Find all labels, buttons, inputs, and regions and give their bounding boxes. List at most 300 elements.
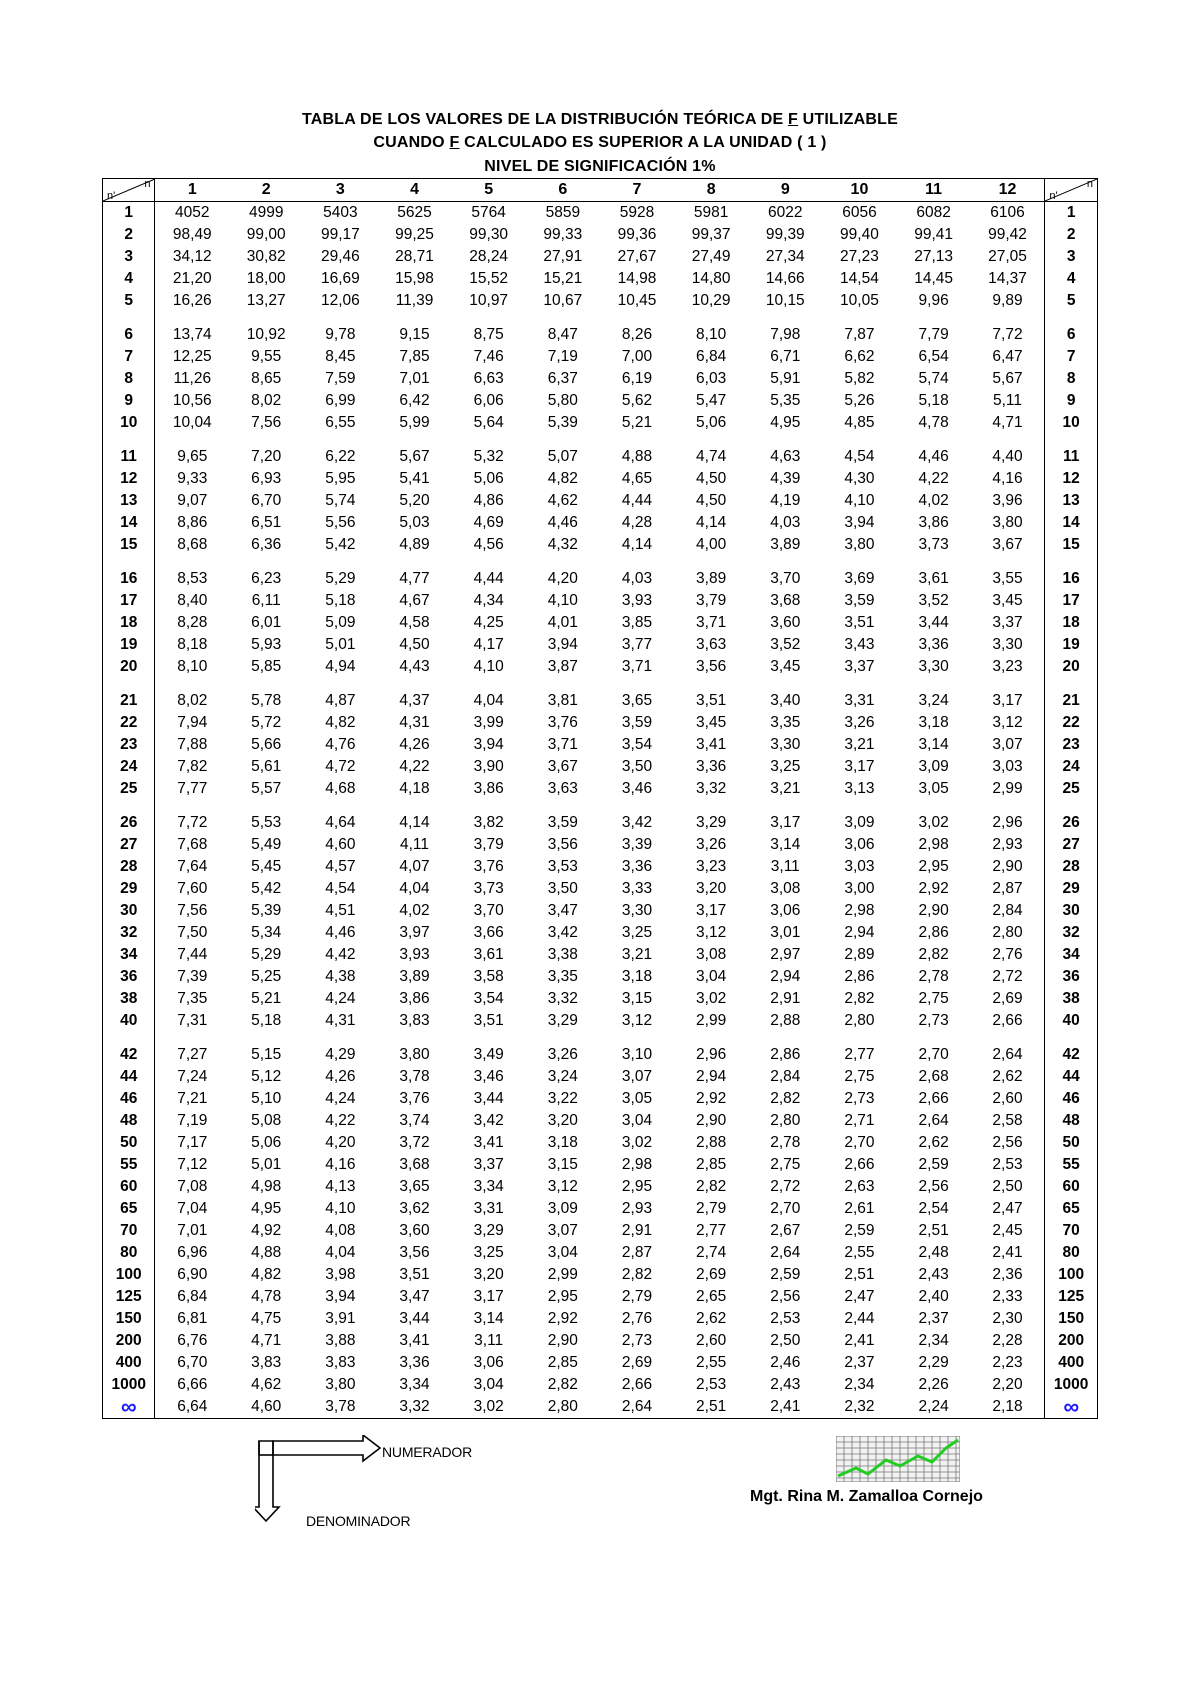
left-row-label: 30 — [103, 900, 155, 922]
table-row — [103, 1286, 1098, 1308]
left-row-label: 4 — [103, 268, 155, 290]
right-row-label: 15 — [1045, 534, 1098, 556]
left-row-label: 21 — [103, 678, 155, 712]
table-cell: 3,42 — [473, 1112, 504, 1129]
table-cell: 6,84 — [177, 1288, 208, 1305]
table-cell: 27,67 — [617, 248, 657, 265]
table-cell: 2,59 — [770, 1266, 801, 1283]
left-row-label: 32 — [103, 922, 155, 944]
table-row — [103, 1032, 1098, 1066]
table-cell: 4,17 — [473, 636, 504, 653]
left-row-label: 10 — [103, 412, 155, 434]
table-cell: 10,05 — [840, 292, 879, 309]
table-cell: 6,37 — [547, 370, 578, 387]
right-row-label: 38 — [1045, 988, 1098, 1010]
table-cell: 8,47 — [547, 326, 578, 343]
right-row-label: 17 — [1045, 590, 1098, 612]
table-cell: 2,78 — [770, 1134, 801, 1151]
table-cell: 2,82 — [844, 990, 875, 1007]
table-cell: 2,90 — [918, 902, 949, 919]
table-cell: 3,51 — [844, 614, 875, 631]
right-row-label: 32 — [1045, 922, 1098, 944]
right-row-label: 40 — [1045, 1010, 1098, 1032]
table-cell: 4,94 — [325, 658, 356, 675]
table-cell: 4,31 — [399, 714, 430, 731]
table-cell: 4,87 — [325, 692, 356, 709]
table-cell: 7,44 — [177, 946, 208, 963]
table-cell: 2,51 — [918, 1222, 949, 1239]
right-row-label: 46 — [1045, 1088, 1098, 1110]
table-cell: 3,30 — [621, 902, 653, 919]
column-header-4: 4 — [377, 179, 451, 202]
table-cell: 3,45 — [770, 658, 801, 675]
left-row-label: 27 — [103, 834, 155, 856]
table-row — [103, 656, 1098, 678]
table-cell: 3,49 — [473, 1046, 504, 1063]
table-cell: 3,78 — [399, 1068, 430, 1085]
table-cell: 7,00 — [621, 348, 653, 365]
table-cell: 5,72 — [251, 714, 282, 731]
table-row — [103, 368, 1098, 390]
table-cell: 4,71 — [992, 414, 1023, 431]
right-row-label: 23 — [1045, 734, 1098, 756]
table-cell: 3,65 — [621, 692, 653, 709]
table-cell: 5,67 — [992, 370, 1023, 387]
right-row-label: 8 — [1045, 368, 1098, 390]
table-cell: 27,91 — [543, 248, 583, 265]
right-row-label: 5 — [1045, 290, 1098, 312]
right-row-label: 400 — [1045, 1352, 1098, 1374]
left-row-label: 11 — [103, 434, 155, 468]
table-cell: 3,12 — [621, 1012, 653, 1029]
table-cell: 3,94 — [844, 514, 875, 531]
table-cell: 3,36 — [399, 1354, 430, 1371]
table-cell: 3,09 — [547, 1200, 578, 1217]
right-row-label: 16 — [1045, 556, 1098, 590]
table-cell: 4,13 — [325, 1178, 356, 1195]
table-cell: 3,12 — [547, 1178, 578, 1195]
table-row — [103, 1176, 1098, 1198]
table-cell: 4,00 — [696, 536, 727, 553]
table-cell: 2,46 — [770, 1354, 801, 1371]
table-cell: 3,17 — [696, 902, 727, 919]
table-cell: 5,18 — [918, 392, 949, 409]
table-cell: 3,60 — [770, 614, 801, 631]
table-cell: 3,58 — [473, 968, 504, 985]
left-row-label: 17 — [103, 590, 155, 612]
left-row-label: 15 — [103, 534, 155, 556]
table-cell: 3,43 — [844, 636, 875, 653]
table-cell: 8,86 — [177, 514, 208, 531]
table-cell: 4,56 — [473, 536, 504, 553]
table-cell: 6,70 — [177, 1354, 208, 1371]
left-row-label: 22 — [103, 712, 155, 734]
table-cell: 3,67 — [547, 758, 578, 775]
table-cell: 4,68 — [325, 780, 356, 797]
table-cell: 4,77 — [399, 570, 430, 587]
table-row — [103, 1308, 1098, 1330]
table-cell: 2,44 — [844, 1310, 875, 1327]
table-cell: 8,75 — [473, 326, 504, 343]
table-cell: 2,95 — [621, 1178, 653, 1195]
table-row — [103, 900, 1098, 922]
table-cell: 2,77 — [844, 1046, 875, 1063]
table-cell: 3,73 — [918, 536, 949, 553]
table-cell: 3,17 — [844, 758, 875, 775]
table-row — [103, 412, 1098, 434]
table-cell: 8,53 — [177, 570, 208, 587]
table-cell: 4,02 — [399, 902, 430, 919]
right-row-label: 18 — [1045, 612, 1098, 634]
table-cell: 5,41 — [399, 470, 430, 487]
column-header-10: 10 — [822, 179, 896, 202]
table-row — [103, 268, 1098, 290]
table-cell: 11,26 — [173, 370, 212, 387]
table-cell: 3,36 — [621, 858, 653, 875]
table-cell: 7,46 — [473, 348, 504, 365]
table-cell: 5859 — [545, 204, 581, 221]
table-cell: 3,30 — [770, 736, 801, 753]
table-cell: 4,26 — [399, 736, 430, 753]
table-cell: 14,66 — [765, 270, 805, 287]
title-f-letter: F — [788, 111, 799, 128]
table-cell: 3,51 — [696, 692, 727, 709]
table-cell: 29,46 — [320, 248, 360, 265]
table-cell: 2,91 — [621, 1222, 653, 1239]
table-cell: 3,88 — [325, 1332, 356, 1349]
right-row-label: 27 — [1045, 834, 1098, 856]
table-cell: 99,39 — [765, 226, 805, 243]
table-cell: 2,85 — [547, 1354, 578, 1371]
table-cell: 5,25 — [251, 968, 282, 985]
table-cell: 7,64 — [177, 858, 208, 875]
table-cell: 3,66 — [473, 924, 504, 941]
table-cell: 5,35 — [770, 392, 801, 409]
table-cell: 6,64 — [155, 1396, 229, 1419]
column-header-8: 8 — [674, 179, 748, 202]
table-cell: 3,05 — [918, 780, 949, 797]
table-cell: 5,67 — [399, 448, 430, 465]
right-row-label: 7 — [1045, 346, 1098, 368]
table-cell: 2,94 — [770, 968, 801, 985]
table-cell: 4,04 — [399, 880, 430, 897]
table-cell: 6,51 — [251, 514, 282, 531]
table-cell: 2,80 — [844, 1012, 875, 1029]
table-cell: 9,55 — [251, 348, 282, 365]
table-cell: 5764 — [471, 204, 506, 221]
table-cell: 4,54 — [325, 880, 356, 897]
table-cell: 3,94 — [547, 636, 578, 653]
table-cell: 6,90 — [177, 1266, 208, 1283]
table-cell: 5,93 — [251, 636, 282, 653]
table-cell: 13,74 — [172, 326, 212, 343]
table-cell: 4,60 — [325, 836, 356, 853]
table-cell: 3,76 — [473, 858, 504, 875]
table-cell: 6,42 — [399, 392, 430, 409]
right-row-label: 60 — [1045, 1176, 1098, 1198]
table-cell: 4052 — [175, 204, 210, 221]
table-row — [103, 944, 1098, 966]
table-cell: 3,87 — [547, 658, 578, 675]
table-row — [103, 1198, 1098, 1220]
table-cell: 2,75 — [770, 1156, 801, 1173]
table-cell: 2,48 — [918, 1244, 949, 1261]
table-cell: 14,45 — [914, 270, 953, 287]
table-cell: 3,14 — [473, 1310, 504, 1327]
table-cell: 6,99 — [325, 392, 356, 409]
table-cell: 3,24 — [918, 692, 949, 709]
left-row-label: 29 — [103, 878, 155, 900]
table-cell: 3,45 — [696, 714, 727, 731]
table-cell: 3,29 — [547, 1012, 578, 1029]
table-cell: 2,88 — [696, 1134, 727, 1151]
table-cell: 4,07 — [399, 858, 430, 875]
table-cell: 4,44 — [473, 570, 504, 587]
left-row-label: 26 — [103, 800, 155, 834]
table-cell: 5981 — [693, 204, 729, 221]
table-cell: 2,82 — [918, 946, 949, 963]
table-cell: 5,21 — [621, 414, 653, 431]
table-cell: 2,90 — [547, 1332, 578, 1349]
table-cell: 15,21 — [543, 270, 583, 287]
left-row-label: 42 — [103, 1032, 155, 1066]
table-cell: 3,15 — [621, 990, 653, 1007]
table-cell: 4,57 — [325, 858, 356, 875]
table-row — [103, 856, 1098, 878]
table-cell: 3,53 — [547, 858, 578, 875]
table-cell: 4,54 — [844, 448, 875, 465]
table-cell: 5,29 — [325, 570, 356, 587]
table-cell: 3,12 — [696, 924, 727, 941]
table-cell: 3,31 — [844, 692, 875, 709]
table-cell: 5,29 — [251, 946, 282, 963]
table-cell: 4,65 — [621, 470, 653, 487]
left-row-label: ∞ — [103, 1396, 155, 1419]
table-cell: 2,37 — [918, 1310, 949, 1327]
left-row-label: 16 — [103, 556, 155, 590]
table-cell: 2,82 — [621, 1266, 653, 1283]
table-cell: 7,39 — [177, 968, 208, 985]
table-cell: 3,20 — [547, 1112, 578, 1129]
column-header-3: 3 — [303, 179, 377, 202]
table-cell: 2,77 — [696, 1222, 727, 1239]
table-cell: 3,59 — [621, 714, 653, 731]
table-cell: 10,67 — [543, 292, 583, 309]
table-row — [103, 1220, 1098, 1242]
table-cell: 3,50 — [621, 758, 653, 775]
table-cell: 3,37 — [992, 614, 1023, 631]
left-row-label: 36 — [103, 966, 155, 988]
table-cell: 2,87 — [992, 880, 1023, 897]
table-cell: 3,80 — [325, 1376, 356, 1393]
table-cell: 9,33 — [177, 470, 208, 487]
table-row — [103, 1010, 1098, 1032]
table-cell: 99,00 — [246, 226, 286, 243]
table-cell: 5,09 — [325, 614, 356, 631]
table-cell: 4,50 — [399, 636, 430, 653]
left-row-label: 12 — [103, 468, 155, 490]
right-row-label: 80 — [1045, 1242, 1098, 1264]
right-row-label: 14 — [1045, 512, 1098, 534]
table-cell: 2,98 — [918, 836, 949, 853]
table-cell: 5403 — [323, 204, 358, 221]
table-cell: 2,41 — [992, 1244, 1023, 1261]
table-cell: 11,39 — [395, 292, 434, 309]
table-cell: 3,70 — [770, 570, 801, 587]
table-cell: 2,59 — [918, 1156, 949, 1173]
table-cell: 6,06 — [473, 392, 504, 409]
table-cell: 2,70 — [770, 1200, 801, 1217]
table-cell: 3,93 — [621, 592, 653, 609]
table-cell: 4,43 — [399, 658, 430, 675]
table-cell: 10,04 — [172, 414, 212, 431]
table-cell: 5,18 — [251, 1012, 282, 1029]
table-row — [103, 678, 1098, 712]
table-cell: 3,11 — [474, 1332, 504, 1349]
table-cell: 4,46 — [918, 448, 949, 465]
table-cell: 3,68 — [770, 592, 801, 609]
table-cell: 3,94 — [325, 1288, 356, 1305]
left-row-label: 65 — [103, 1198, 155, 1220]
table-cell: 4,24 — [325, 990, 356, 1007]
table-cell: 3,26 — [547, 1046, 578, 1063]
table-cell: 7,24 — [177, 1068, 208, 1085]
table-cell: 7,01 — [177, 1222, 208, 1239]
table-cell: 2,62 — [992, 1068, 1023, 1085]
right-row-label: 24 — [1045, 756, 1098, 778]
table-cell: 3,89 — [399, 968, 430, 985]
table-cell: 99,36 — [617, 226, 657, 243]
table-cell: 7,31 — [177, 1012, 208, 1029]
table-cell: 3,74 — [399, 1112, 430, 1129]
right-row-label: 42 — [1045, 1032, 1098, 1066]
table-cell: 4,51 — [325, 902, 356, 919]
left-row-label: 38 — [103, 988, 155, 1010]
table-cell: 3,40 — [770, 692, 801, 709]
column-header-1: 1 — [155, 179, 229, 202]
table-cell: 2,43 — [918, 1266, 949, 1283]
table-cell: 3,60 — [399, 1222, 430, 1239]
table-cell: 9,65 — [177, 448, 208, 465]
table-cell: 18,00 — [246, 270, 286, 287]
table-cell: 2,76 — [621, 1310, 653, 1327]
table-cell: 3,47 — [547, 902, 578, 919]
left-row-label: 19 — [103, 634, 155, 656]
table-cell: 5,56 — [325, 514, 356, 531]
table-cell: 99,33 — [543, 226, 583, 243]
table-cell: 4,10 — [844, 492, 875, 509]
table-cell: 4,38 — [325, 968, 356, 985]
right-row-label: 100 — [1045, 1264, 1098, 1286]
table-cell: 3,52 — [918, 592, 949, 609]
table-cell: 5,01 — [251, 1156, 282, 1173]
table-cell: 5,08 — [251, 1112, 282, 1129]
left-row-label: 5 — [103, 290, 155, 312]
table-cell: 6,63 — [473, 370, 504, 387]
table-cell: 4,22 — [325, 1112, 356, 1129]
table-cell: 4,03 — [770, 514, 801, 531]
table-cell: 2,53 — [696, 1376, 727, 1393]
right-row-label: 150 — [1045, 1308, 1098, 1330]
table-row — [103, 1396, 1098, 1419]
right-row-label: 200 — [1045, 1330, 1098, 1352]
table-cell: 6,01 — [251, 614, 282, 631]
table-cell: 2,80 — [992, 924, 1023, 941]
right-row-label: 22 — [1045, 712, 1098, 734]
left-row-label: 80 — [103, 1242, 155, 1264]
table-cell: 8,45 — [325, 348, 356, 365]
table-cell: 5,82 — [844, 370, 875, 387]
numerator-denominator-arrows — [255, 1435, 385, 1525]
table-cell: 3,05 — [621, 1090, 653, 1107]
left-row-label: 25 — [103, 778, 155, 800]
table-cell: 7,20 — [251, 448, 282, 465]
left-row-label: 8 — [103, 368, 155, 390]
left-row-label: 50 — [103, 1132, 155, 1154]
table-cell: 2,73 — [621, 1332, 653, 1349]
table-cell: 4,26 — [325, 1068, 356, 1085]
table-cell: 2,47 — [844, 1288, 875, 1305]
table-cell: 6,71 — [770, 348, 801, 365]
table-cell: 28,71 — [395, 248, 434, 265]
right-row-label: 29 — [1045, 878, 1098, 900]
left-row-label: 70 — [103, 1220, 155, 1242]
table-cell: 4,24 — [325, 1090, 356, 1107]
table-cell: 27,34 — [765, 248, 805, 265]
table-cell: 3,26 — [696, 836, 727, 853]
table-cell: 3,69 — [844, 570, 875, 587]
table-cell: 3,08 — [696, 946, 727, 963]
table-cell: 7,35 — [177, 990, 208, 1007]
table-cell: 3,76 — [547, 714, 578, 731]
table-cell: 99,30 — [469, 226, 509, 243]
table-cell: 3,61 — [918, 570, 949, 587]
table-cell: 3,18 — [547, 1134, 578, 1151]
table-cell: 3,86 — [918, 514, 949, 531]
table-cell: 15,98 — [395, 270, 434, 287]
table-cell: 6,22 — [325, 448, 356, 465]
table-cell: 3,34 — [473, 1178, 504, 1195]
table-cell: 4,04 — [325, 1244, 356, 1261]
table-cell: 5625 — [397, 204, 432, 221]
right-row-label: 44 — [1045, 1066, 1098, 1088]
table-cell: 8,02 — [177, 692, 208, 709]
table-cell: 8,26 — [621, 326, 653, 343]
table-cell: 3,39 — [621, 836, 653, 853]
table-cell: 2,59 — [844, 1222, 875, 1239]
left-row-label: 2 — [103, 224, 155, 246]
table-cell: 2,45 — [992, 1222, 1023, 1239]
table-cell: 5,91 — [770, 370, 801, 387]
table-cell: 2,37 — [844, 1354, 875, 1371]
table-cell: 2,41 — [844, 1332, 875, 1349]
table-cell: 2,93 — [992, 836, 1023, 853]
table-cell: 3,35 — [547, 968, 578, 985]
table-cell: 2,96 — [992, 814, 1023, 831]
table-cell: 2,62 — [696, 1310, 727, 1327]
table-cell: 3,06 — [473, 1354, 504, 1371]
table-cell: 14,98 — [617, 270, 657, 287]
table-cell: 7,01 — [399, 370, 430, 387]
left-row-label: 34 — [103, 944, 155, 966]
table-cell: 4,31 — [325, 1012, 356, 1029]
right-row-label: 125 — [1045, 1286, 1098, 1308]
table-cell: 2,71 — [844, 1112, 875, 1129]
table-cell: 2,51 — [844, 1266, 875, 1283]
table-row — [103, 490, 1098, 512]
left-row-label: 23 — [103, 734, 155, 756]
table-cell: 2,70 — [918, 1046, 949, 1063]
